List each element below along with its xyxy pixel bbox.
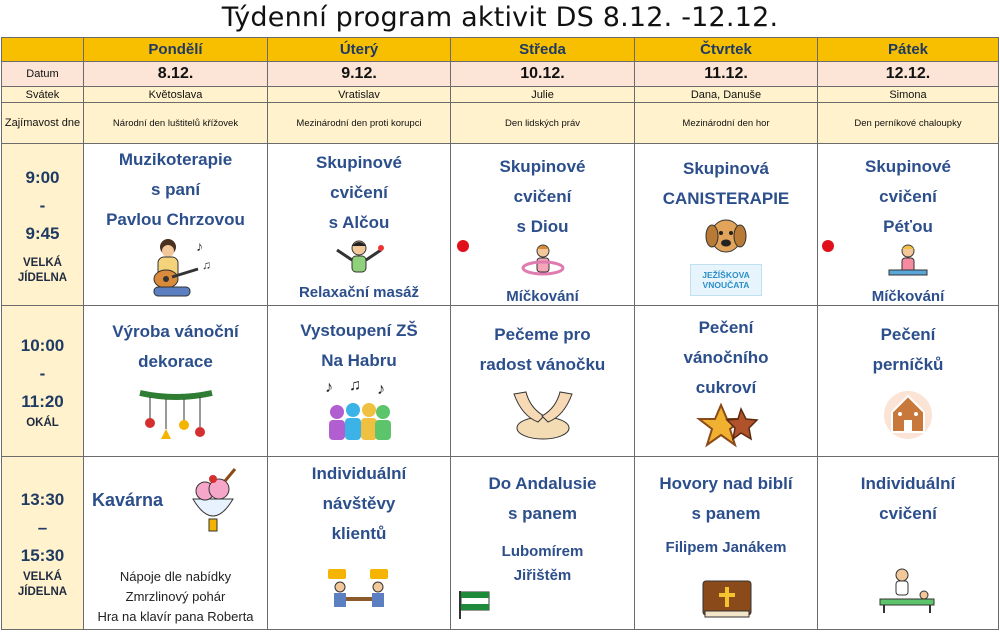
svg-text:♫: ♫ [201, 257, 211, 272]
svg-text:♪: ♪ [195, 237, 203, 254]
date-cell: 9.12. [268, 62, 451, 87]
fun-fact-label: Zajímavost dne [2, 103, 84, 144]
activity-cell [268, 306, 451, 457]
time-place: VELKÁ JÍDELNA [17, 256, 68, 284]
activity-cell [268, 144, 451, 306]
activity-line: CANISTERAPIE [662, 188, 790, 208]
activity-line: Hovory nad biblí [659, 474, 793, 493]
name-day-cell: Vratislav [268, 87, 451, 103]
time-slot [2, 306, 84, 457]
choir-icon [319, 376, 399, 446]
red-ball-icon [457, 240, 469, 252]
time-dash: - [39, 363, 46, 383]
activity-cell [818, 144, 999, 306]
cafe-note: Nápoje dle nabídky [119, 569, 232, 584]
activity-line: Skupinové [499, 157, 586, 176]
activity-subtitle: Jiřištěm [513, 567, 572, 584]
svg-text:♪: ♪ [377, 381, 385, 398]
day-header: Úterý [268, 38, 451, 62]
name-day-cell: Julie [451, 87, 635, 103]
time-slot [2, 457, 84, 630]
time-end: 11:20 [21, 391, 64, 411]
name-day-cell: Květoslava [84, 87, 268, 103]
dog-icon [703, 214, 749, 256]
activity-cell [635, 457, 818, 630]
activity-cell [818, 457, 999, 630]
weekly-program-table [1, 37, 999, 630]
fun-fact-cell: Den perníkové chaloupky [818, 103, 999, 144]
activity-line: dekorace [138, 352, 213, 371]
activity-cell [84, 457, 268, 630]
activity-cell [451, 457, 635, 630]
activity-line: s panem [691, 504, 761, 523]
activity-line: Muzikoterapie [118, 149, 233, 169]
jeziskova-vnoucata-badge: JEŽÍŠKOVA VNOUČATA [690, 264, 762, 296]
name-day-cell: Simona [818, 87, 999, 103]
activity-subtitle: Filipem Janákem [665, 539, 787, 556]
corner-cell [2, 38, 84, 62]
date-cell: 10.12. [451, 62, 635, 87]
cafe-note: Hra na klavír pana Roberta [97, 609, 254, 624]
time-start: 9:00 [25, 167, 60, 187]
activity-line: Do Andalusie [488, 474, 597, 493]
activity-line: klientů [331, 524, 387, 543]
fitness-icon [883, 242, 933, 282]
name-day-label: Svátek [2, 87, 84, 103]
midmorning-block-row [2, 306, 999, 457]
time-dash: – [37, 518, 48, 537]
activity-cell [268, 457, 451, 630]
gingerbread-icon [878, 388, 938, 442]
activity-line: Skupinová [683, 158, 769, 178]
day-header: Středa [451, 38, 635, 62]
time-place: OKÁL [26, 416, 59, 429]
activity-cell [451, 306, 635, 457]
activity-line: s Alčou [328, 213, 390, 232]
activity-line: návštěvy [322, 494, 396, 513]
andalusia-flag-icon [457, 589, 491, 619]
day-header: Pondělí [84, 38, 268, 62]
activity-line: Péťou [883, 217, 933, 236]
activity-line: cukroví [695, 378, 757, 397]
time-end: 9:45 [25, 223, 60, 243]
activity-line: Výroba vánoční [112, 322, 239, 341]
cafe-note: Zmrzlinový pohár [125, 589, 226, 604]
activity-line: radost vánočku [479, 355, 606, 374]
time-end: 15:30 [20, 546, 65, 565]
exercise-icon [329, 238, 389, 280]
activity-line: s paní [150, 179, 201, 199]
activity-line: cvičení [879, 504, 937, 523]
date-cell: 11.12. [635, 62, 818, 87]
activity-cell [635, 306, 818, 457]
time-place: VELKÁ JÍDELNA [17, 571, 68, 598]
date-row [2, 62, 999, 87]
time-start: 13:30 [20, 490, 65, 509]
fun-fact-cell: Mezinárodní den hor [635, 103, 818, 144]
page-title: Týdenní program aktivit DS 8.12. -12.12. [221, 2, 779, 33]
activity-cell [818, 306, 999, 457]
svg-text:♪: ♪ [325, 379, 333, 396]
day-header: Pátek [818, 38, 999, 62]
activity-line: Vystoupení ZŠ [300, 321, 418, 340]
activity-line: Pečení [880, 325, 936, 344]
activity-line: Individuální [860, 474, 956, 493]
activity-subtitle: Míčkování [506, 288, 579, 305]
kneading-dough-icon [508, 386, 578, 442]
time-start: 10:00 [20, 335, 65, 355]
activity-subtitle: Lubomírem [501, 543, 584, 560]
svg-text:♫: ♫ [349, 377, 361, 394]
activity-line: Skupinové [865, 157, 951, 176]
activity-line: perníčků [872, 355, 944, 374]
activity-line: Individuální [311, 464, 407, 483]
activity-line: Na Habru [321, 351, 397, 370]
date-cell: 12.12. [818, 62, 999, 87]
hula-hoop-icon [518, 242, 568, 282]
star-cookie-icon [691, 403, 761, 449]
activity-line: Skupinové [316, 153, 402, 172]
date-label: Datum [2, 62, 84, 87]
day-header: Čtvrtek [635, 38, 818, 62]
fun-fact-cell: Národní den luštitelů křížovek [84, 103, 268, 144]
fun-fact-row [2, 103, 999, 144]
activity-cell [451, 144, 635, 306]
activity-subtitle: Míčkování [871, 288, 945, 305]
meeting-icon [324, 567, 394, 615]
activity-line: s Diou [516, 217, 569, 236]
activity-line: vánočního [683, 348, 769, 367]
activity-line: cvičení [330, 183, 388, 202]
guitar-player-icon [136, 235, 216, 305]
christmas-decoration-icon [136, 385, 216, 445]
activity-line: s panem [508, 504, 577, 523]
bible-icon [699, 575, 755, 621]
afternoon-block-row [2, 457, 999, 630]
red-ball-icon [822, 240, 834, 252]
fun-fact-cell: Mezinárodní den proti korupci [268, 103, 451, 144]
physiotherapy-icon [876, 567, 938, 615]
date-cell: 8.12. [84, 62, 268, 87]
time-dash: - [39, 195, 46, 215]
activity-line: Pavlou Chrzovou [106, 209, 245, 229]
activity-cell [84, 144, 268, 306]
time-slot [2, 144, 84, 306]
activity-line: cvičení [879, 187, 937, 206]
activity-subtitle: Relaxační masáž [298, 284, 420, 301]
activity-line: cvičení [513, 187, 572, 206]
name-day-row [2, 87, 999, 103]
day-header-row [2, 38, 999, 62]
activity-line: Pečení [698, 318, 754, 337]
activity-cell [84, 306, 268, 457]
morning-block-row [2, 144, 999, 306]
activity-line: Pečeme pro [494, 325, 591, 344]
fun-fact-cell: Den lidských práv [451, 103, 635, 144]
activity-line: Kavárna [92, 490, 164, 510]
activity-cell [635, 144, 818, 306]
name-day-cell: Dana, Danuše [635, 87, 818, 103]
ice-cream-icon [185, 467, 241, 537]
